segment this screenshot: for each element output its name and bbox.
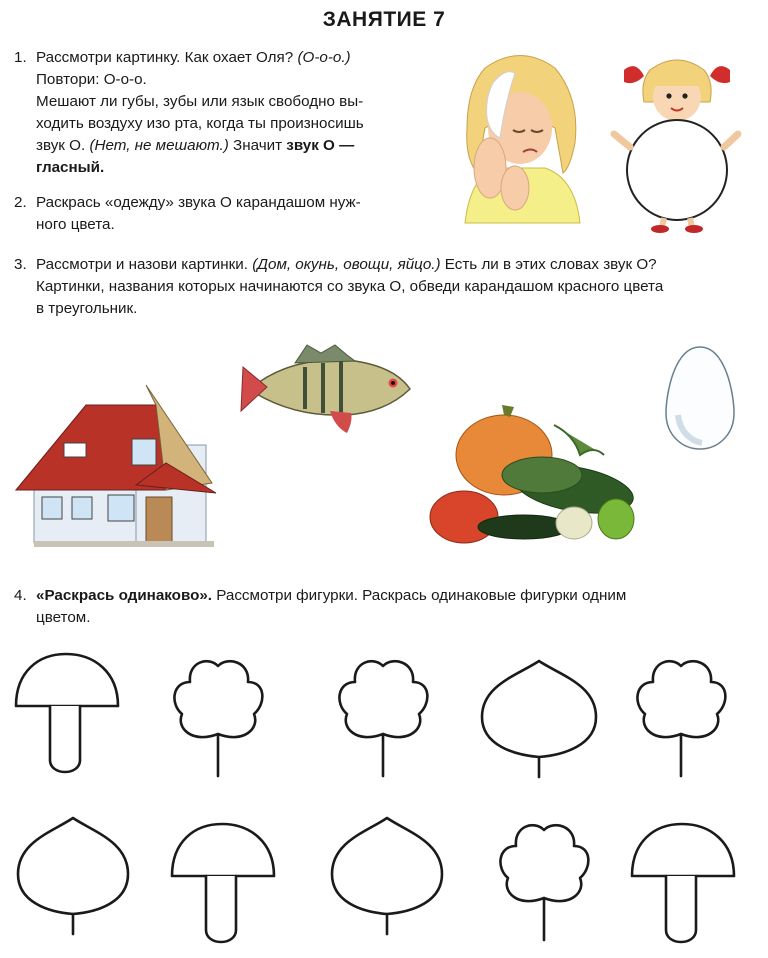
- task-answer: (Нет, не мешают.): [89, 137, 229, 154]
- task-text: в треугольник.: [36, 300, 138, 317]
- mushroom-figure[interactable]: [168, 818, 278, 948]
- leaf-figure[interactable]: [478, 655, 600, 780]
- task-answer: (Дом, окунь, овощи, яйцо.): [252, 256, 441, 273]
- task-text: Рассмотри картинку. Как охает Оля?: [36, 49, 294, 66]
- task-text: ного цвета.: [36, 216, 115, 233]
- task-text: Мешают ли губы, зубы или язык свободно вы-: [36, 93, 364, 110]
- girl-in-sound-o-dress-picture: [612, 52, 742, 232]
- task-number: 3.: [14, 256, 27, 273]
- mushroom-figure[interactable]: [628, 818, 738, 948]
- task-2: [14, 192, 424, 236]
- task-text: Рассмотри и назови картинки.: [36, 256, 249, 273]
- task-rule: гласный.: [36, 159, 105, 176]
- task-1: [14, 47, 424, 179]
- leaf-figure[interactable]: [14, 812, 132, 937]
- task-rule: звук О —: [286, 137, 355, 154]
- flower-figure[interactable]: [331, 652, 435, 780]
- task-number: 4.: [14, 587, 27, 604]
- task-title: «Раскрась одинаково».: [36, 587, 213, 604]
- page-title: ЗАНЯТИЕ 7: [322, 8, 446, 31]
- flower-figure[interactable]: [168, 652, 268, 780]
- task-number: 1.: [14, 49, 27, 66]
- vegetables-picture: [424, 405, 638, 550]
- task-answer: (О-о-о.): [297, 49, 351, 66]
- task-text: цветом.: [36, 609, 91, 626]
- task-text: звук О.: [36, 137, 86, 154]
- task-text: Картинки, названия которых начинаются со звука О, обведи карандашом красного цвета: [36, 278, 664, 295]
- flower-figure[interactable]: [492, 816, 596, 944]
- task-4: [14, 585, 754, 629]
- task-text: Раскрась «одежду» звука О карандашом нуж-: [36, 194, 361, 211]
- girl-with-toothache-picture: [445, 48, 595, 228]
- leaf-figure[interactable]: [328, 812, 446, 937]
- task-3: [14, 254, 754, 320]
- house-picture: [16, 385, 216, 550]
- egg-picture: [664, 345, 736, 451]
- perch-fish-picture: [235, 345, 415, 437]
- flower-figure[interactable]: [628, 652, 734, 780]
- task-text: Значит: [233, 137, 283, 154]
- task-text: Рассмотри фигурки. Раскрась одинаковые фигурки одним: [216, 587, 627, 604]
- task-text: Есть ли в этих словах звук О?: [444, 256, 657, 273]
- task-text: ходить воздуху изо рта, когда ты произносишь: [36, 115, 364, 132]
- task-text: Повтори: О-о-о.: [36, 71, 147, 88]
- task-number: 2.: [14, 194, 27, 211]
- mushroom-figure[interactable]: [12, 648, 122, 778]
